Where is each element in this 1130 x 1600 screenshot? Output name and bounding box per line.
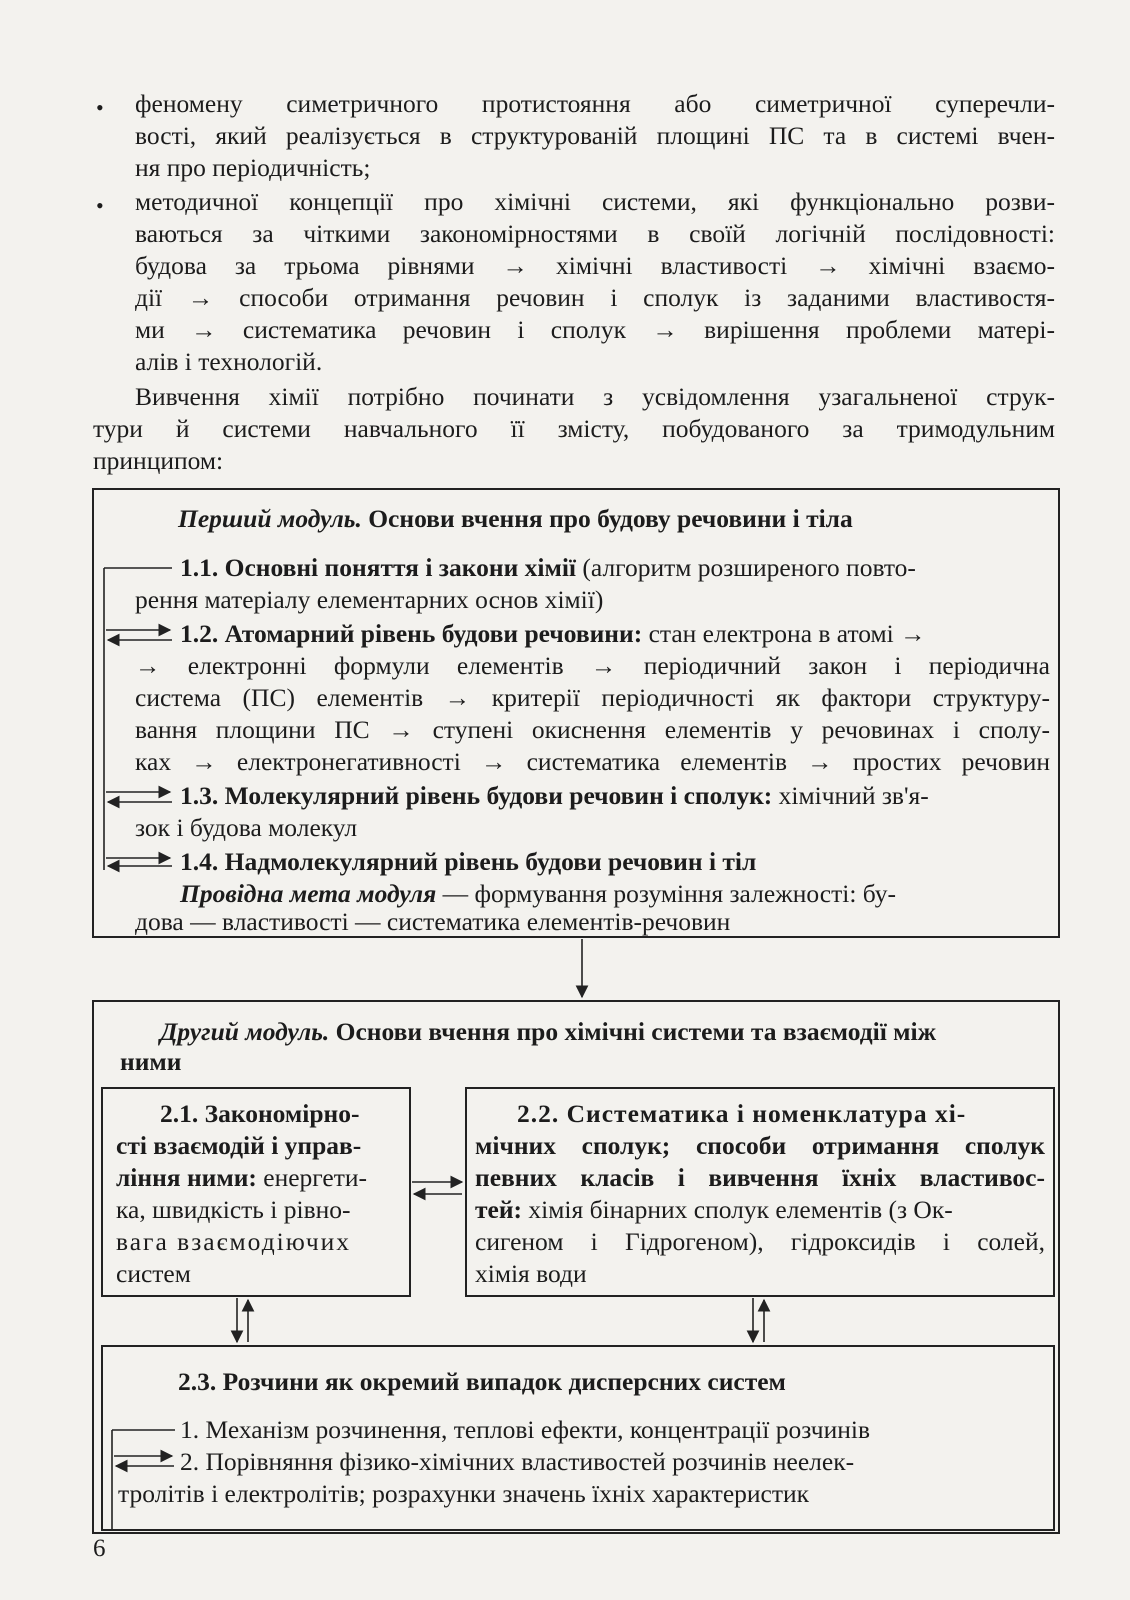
box-2-3-title: 2.3. Розчини як окремий випадок дисперсних систем [178, 1367, 786, 1396]
paragraph-line-3: принципом: [93, 446, 224, 475]
module-2-title-line-2: ними [120, 1047, 182, 1076]
bullet-2-line-4: дії → способи отримання речовин і сполук із заданими властивостя- [135, 283, 1055, 312]
box-2-3-item-2: 2. Порівняння фізико-хімічних властивостей розчинів неелек- [180, 1447, 855, 1476]
item-1-2-line-5: ках → електронегативності → систематика елементів → простих речовин [135, 747, 1050, 776]
item-1-2-line-4: вання площини ПС → ступені окиснення елементів у речовинах і сполу- [135, 715, 1050, 744]
item-1-2-heading: 1.2. Атомарний рівень будови речовини: [180, 619, 643, 648]
bullet-2-line-1: методичної концепції про хімічні системи, які функціонально розви- [135, 187, 1055, 216]
box-2-1-line-1: 2.1. Закономірно- [160, 1099, 360, 1128]
box-2-1-line-3-text: енергети- [256, 1163, 368, 1192]
module-1-goal-label: Провідна мета модуля [180, 879, 437, 908]
box-2-2-line-5: сигеном і Гідрогеном), гідроксидів і солей, [475, 1227, 1045, 1256]
item-1-1-line-2: рення матеріалу елементарних основ хімії) [135, 585, 604, 614]
item-1-1-heading: 1.1. Основні поняття і закони хімії [180, 553, 577, 582]
page-number: 6 [93, 1535, 106, 1562]
box-2-1-line-2: сті взаємодій і управ- [116, 1131, 362, 1160]
module-2-title-bold: Основи вчення про хімічні системи та взаємодії між [329, 1017, 937, 1046]
item-1-3-line-2: зок і будова молекул [135, 813, 358, 842]
item-1-2-line-2: → електронні формули елементів → періодичний закон і періодична [135, 651, 1050, 680]
box-2-1-line-3-bold: ління ними: [116, 1163, 257, 1192]
item-1-3-heading: 1.3. Молекулярний рівень будови речовин і сполук: [180, 781, 773, 810]
module-1-goal-line-2: дова — властивості — систематика елементів-речовин [135, 907, 731, 936]
box-2-1-line-4: ка, швидкість і рівно- [116, 1195, 351, 1224]
item-1-2-text: стан електрона в атомі → [642, 619, 926, 648]
module-1-bracket [104, 568, 172, 870]
module-1-goal-text: — формування розуміння залежності: бу- [436, 879, 897, 908]
paragraph-line-2: тури й системи навчального її змісту, побудованого за тримодульним [93, 414, 1055, 443]
item-1-4: 1.4. Надмолекулярний рівень будови речовин і тіл [180, 847, 757, 876]
bullet-2-line-2: ваються за чіткими закономірностями в своїй логічній послідовності: [135, 219, 1055, 248]
paragraph-line-1: Вивчення хімії потрібно починати з усвідомлення узагальненої струк- [135, 382, 1055, 411]
box-2-3-item-1: 1. Механізм розчинення, теплові ефекти, концентрації розчинів [180, 1415, 871, 1444]
box-2-2-line-4-bold: тей: [475, 1195, 523, 1224]
bullet-2-line-3: будова за трьома рівнями → хімічні властивості → хімічні взаємо- [135, 251, 1055, 280]
bullet-1-line-2: вості, який реалізується в структурованій площині ПС та в системі вчен- [135, 121, 1055, 150]
bullet-2-line-5: ми → систематика речовин і сполук → вирішення проблеми матері- [135, 315, 1055, 344]
box-2-3-bracket [112, 1430, 175, 1530]
box-2-2-line-6: хімія води [475, 1259, 587, 1288]
bullet-2-line-6: алів і технологій. [135, 347, 323, 376]
box-2-2-line-1: 2.2. Систематика і номенклатура хі- [517, 1099, 967, 1128]
bullet-1-line-3: ня про періодичність; [135, 153, 371, 182]
box-2-2-line-3: певних класів і вивчення їхніх властивос- [475, 1163, 1045, 1192]
box-2-2-line-4-text: хімія бінарних сполук елементів (з Ок- [522, 1195, 953, 1224]
bullet-marker: • [96, 193, 104, 218]
bullet-marker: • [96, 95, 104, 120]
module-1-title-bold: Основи вчення про будову речовини і тіла [361, 504, 853, 533]
box-2-2-line-2: мічних сполук; способи отримання сполук [475, 1131, 1045, 1160]
box-2-3-item-2-line-2: тролітів і електролітів; розрахунки значень їхніх характеристик [118, 1479, 810, 1508]
item-1-2-line-3: система (ПС) елементів → критерії періодичності як фактори структуру- [135, 683, 1050, 712]
box-2-1-line-6: систем [116, 1259, 191, 1288]
item-1-3-text: хімічний зв'я- [772, 781, 929, 810]
module-1-title-italic: Перший модуль. [178, 504, 362, 533]
item-1-1-text: (алгоритм розширеного повто- [576, 553, 916, 582]
module-2-title-italic: Другий модуль. [160, 1017, 330, 1046]
bullet-1-line-1: феномену симетричного протистояння або симетричної суперечли- [135, 89, 1055, 118]
box-2-1-line-5: вага взаємодіючих [116, 1227, 352, 1256]
